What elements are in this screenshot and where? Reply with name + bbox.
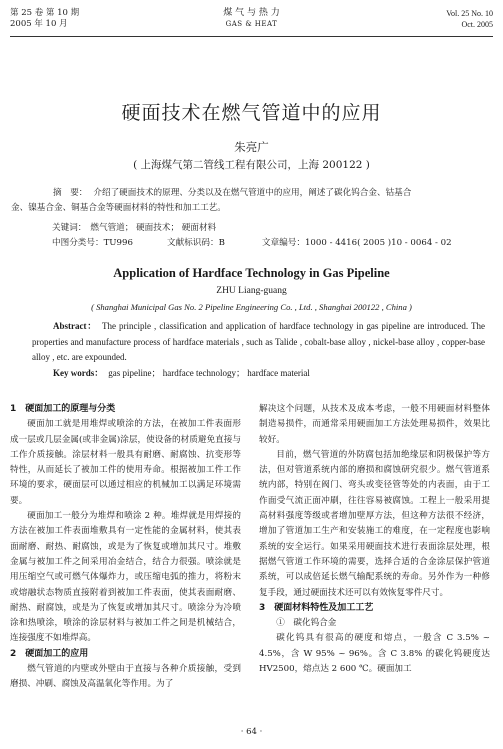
abstract-en-para [32,319,485,366]
keywords-en-text: gas pipeline； hardface technology； hardface material [108,367,310,378]
header-volume-en: Vol. 25 No. 10 [446,9,493,18]
abstract-cn-line1 [32,186,485,201]
abstract-en [32,319,485,381]
keywords-cn-label: 关键词： [52,223,87,233]
body-column-right [259,402,490,677]
page-number: · 64 · [240,727,263,737]
journal-name-cn: 煤 气 与 热 力 [223,8,280,18]
affiliation: ( 上海煤气第二管线工程有限公司，上海 200122 ) [133,159,370,171]
journal-name-en: GAS & HEAT [225,20,278,28]
affiliation-en: ( Shanghai Municipal Gas No. 2 Pipeline Engineering Co. , Ltd. , Shanghai 200122 , China ) [91,302,412,312]
section-1-paragraph-2: 硬面加工一般分为堆焊和喷涂 2 种。堆焊就是用焊接的方法在被加工件表面堆敷具有一定性能的金属材料，使其表面耐磨、耐热、耐腐蚀，或是为了恢复或增加其尺寸。堆敷金属与被加工件之间采用冶金结合，结合力很强。喷涂就是用压缩空气或可燃气体爆炸力，或压缩电弧的推力，将粉末或熔融状态物质直接附着到被加工件表面，使其表面耐磨、耐热、耐腐蚀，或是为了恢复或增加其尺寸。喷涂分为冷喷涂和热喷涂，喷涂的涂层材料与被加工件之间是机械结合，连接强度不如堆焊高。 [10,511,241,644]
document-code: 文献标识码：B [167,238,225,248]
abstract-en-label: Abstract： [53,321,98,331]
author-en: ZHU Liang-guang [216,286,287,296]
article-title-en: Application of Hardface Technology in Gas Pipeline [113,266,390,280]
header-center [0,8,503,30]
body-column-left [10,402,241,693]
header-volume: 第 25 卷 第 10 期 [10,8,80,18]
clc-number: 中图分类号：TU996 [52,238,133,248]
keywords-cn-text: 燃气管道； 硬面技术； 硬面材料 [90,223,217,233]
abstract-cn [11,186,485,215]
right-paragraph-1: 解决这个问题，从技术及成本考虑，一般不用硬面材料整体制造易损件，而通常采用硬面加工方法处理易损件，效果比较好。 [259,404,490,445]
abstract-cn-line2: 金、镍基合金、铜基合金等硬面材料的特性和加工工艺。 [11,202,226,213]
header-right [446,8,493,30]
section-3-heading: 3 硬面材料特性及加工工艺 [259,602,374,613]
abstract-en-text: The principle , classification and application of hardface technology in gas pipeline are introduced. The properties and manufacture process of hardface materials , such as Talide , cobalt-base alloy , nickel-base alloy , copper-base alloy , etc. are expounded. [32,321,485,362]
section-2-heading: 2 硬面加工的应用 [10,648,89,659]
header-rule [10,36,493,37]
section-3-paragraph-1: 碳化钨具有很高的硬度和熔点，一般含 C 3.5% ~ 4.5%，含 W 95% ~ 96%。含 C 3.8% 的碳化钨硬度达 HV2500，熔点达 2 600 ℃。硬面加工 [259,633,490,675]
header-date: 2005 年 10 月 [10,19,68,29]
author: 朱亮广 [234,140,269,154]
keywords-en-label: Key words： [53,367,104,378]
keywords-cn [52,221,216,233]
header-date-en: Oct. 2005 [461,20,493,29]
section-1-heading: 1 硬面加工的原理与分类 [10,404,116,414]
article-number: 文章编号：1000 - 4416( 2005 )10 - 0064 - 02 [262,238,452,248]
right-paragraph-2: 目前，燃气管道的外防腐包括加绝缘层和阴极保护等方法，但对管道系统内部的磨损和腐蚀研究很少。燃气管道系统内部，特别在阀门、弯头或变径管等处的内表面，由于工作面受气流正面冲刷，往往容易被腐蚀。工程上一般采用提高材料强度等级或者增加壁厚方法，但这种方法很不经济，增加了管道加工生产和安装施工的难度，在一定程度也影响系统的安全运行。如果采用硬面技术进行表面涂层处理，根据燃气管道工作环境的需要，选择合适的合金涂层保护管道系统，可以成倍延长燃气输配系统的寿命。另外作为一种修复手段，通过硬面技术还可以有效恢复零件尺寸。 [259,449,490,598]
section-3-subheading: ① 碳化钨合金 [276,618,337,629]
keywords-en [32,366,485,382]
article-title: 硬面技术在燃气管道中的应用 [121,102,382,124]
abstract-cn-text1: 介绍了硬面技术的原理、分类以及在燃气管道中的应用，阐述了碳化钨合金、钴基合 [93,188,412,198]
section-1-paragraph-1: 硬面加工就是用堆焊或喷涂的方法，在被加工件表面形成一层或几层金属(或非金属)涂层，使设备的材质避免直接与工作介质接触。涂层材料一般具有耐磨、耐腐蚀、抗变形等特性，从而延长了被加工件的使用寿命。根据被加工件工作环境的要求，硬面层可以通过相应的机械加工以满足环境需要。 [10,419,241,506]
abstract-cn-label: 摘 要： [53,188,88,198]
section-2-paragraph-1: 燃气管道的内壁或外壁由于直接与各种介质接触，受到磨损、冲刷、腐蚀及高温氧化等作用。为了 [10,664,241,690]
classification-line [52,236,482,248]
